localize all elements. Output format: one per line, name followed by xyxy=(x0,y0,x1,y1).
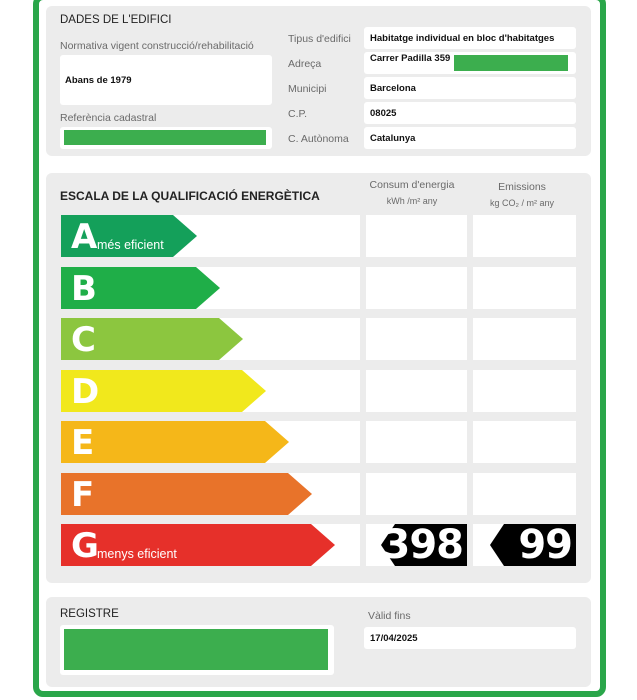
grade-arrow-g xyxy=(61,524,335,566)
referencia-redaction xyxy=(64,130,266,145)
grade-arrow-f xyxy=(61,473,312,515)
emissions-header xyxy=(470,179,574,211)
referencia-value-box xyxy=(60,127,272,149)
grade-letter-b: B xyxy=(71,269,97,309)
registry-value-box xyxy=(60,625,334,675)
valid-value: 17/04/2025 xyxy=(370,633,418,644)
consumption-cell-a xyxy=(366,215,467,257)
cp-label: C.P. xyxy=(288,108,308,120)
adreca-value: Carrer Padilla 359 xyxy=(370,53,451,64)
adreca-redaction xyxy=(454,55,568,71)
emissions-unit: kg CO₂ / m² any xyxy=(489,198,554,208)
tipus-value: Habitatge individual en bloc d'habitatges xyxy=(370,33,555,44)
grade-arrow-c xyxy=(61,318,243,360)
grade-sub-g: menys eficient xyxy=(97,547,177,561)
grade-arrow-d xyxy=(61,370,266,412)
normativa-value: Abans de 1979 xyxy=(65,75,132,86)
building-data-title: DADES DE L'EDIFICI xyxy=(60,14,172,26)
autonoma-value: Catalunya xyxy=(370,133,416,144)
emissions-cell-c xyxy=(473,318,576,360)
grade-arrow-a xyxy=(61,215,197,257)
emissions-cell-e xyxy=(473,421,576,463)
cp-value: 08025 xyxy=(370,108,397,119)
emissions-pointer xyxy=(490,524,576,566)
consumption-pointer xyxy=(381,524,467,566)
consumption-cell-f xyxy=(366,473,467,515)
referencia-label: Referència cadastral xyxy=(60,112,157,124)
tipus-label: Tipus d'edifici xyxy=(288,33,351,45)
emissions-pointer-value: 99 xyxy=(518,522,572,568)
registry-title: REGISTRE xyxy=(60,608,119,620)
consumption-cell-e xyxy=(366,421,467,463)
consumption-header-label: Consum d'energia xyxy=(369,179,455,191)
tipus-value-box xyxy=(364,27,576,49)
consumption-pointer-value: 398 xyxy=(382,522,463,568)
grade-arrow-b xyxy=(61,267,220,309)
grade-letter-f: F xyxy=(71,475,95,515)
grade-letter-e: E xyxy=(71,423,95,463)
grade-arrow-e xyxy=(61,421,289,463)
energy-scale-title: ESCALA DE LA QUALIFICACIÓ ENERGÈTICA xyxy=(60,189,320,203)
registry-redaction xyxy=(64,629,328,670)
emissions-header-label: Emissions xyxy=(498,181,546,193)
grade-letter-c: C xyxy=(71,320,96,360)
municipi-label: Municipi xyxy=(288,83,327,95)
cp-value-box xyxy=(364,102,576,124)
emissions-cell-d xyxy=(473,370,576,412)
valid-value-box xyxy=(364,627,576,649)
consumption-cell-c xyxy=(366,318,467,360)
consumption-unit: kWh /m² any xyxy=(386,196,438,206)
consumption-cell-b xyxy=(366,267,467,309)
grade-letter-g: G xyxy=(71,526,99,566)
building-data-panel xyxy=(46,6,591,156)
emissions-cell-f xyxy=(473,473,576,515)
municipi-value-box xyxy=(364,77,576,99)
emissions-cell-a xyxy=(473,215,576,257)
adreca-value-box xyxy=(364,52,576,74)
consumption-cell-d xyxy=(366,370,467,412)
normativa-label: Normativa vigent construcció/rehabilitació xyxy=(60,40,254,52)
normativa-value-box xyxy=(60,55,272,105)
adreca-label: Adreça xyxy=(288,58,322,70)
grade-letter-d: D xyxy=(71,372,100,412)
municipi-value: Barcelona xyxy=(370,83,416,94)
grade-letter-a: A xyxy=(71,217,98,257)
autonoma-label: C. Autònoma xyxy=(288,133,349,145)
registry-panel xyxy=(46,597,591,687)
consumption-header xyxy=(364,177,460,209)
autonoma-value-box xyxy=(364,127,576,149)
grade-sub-a: més eficient xyxy=(97,238,164,252)
valid-label: Vàlid fins xyxy=(368,610,411,622)
emissions-cell-b xyxy=(473,267,576,309)
